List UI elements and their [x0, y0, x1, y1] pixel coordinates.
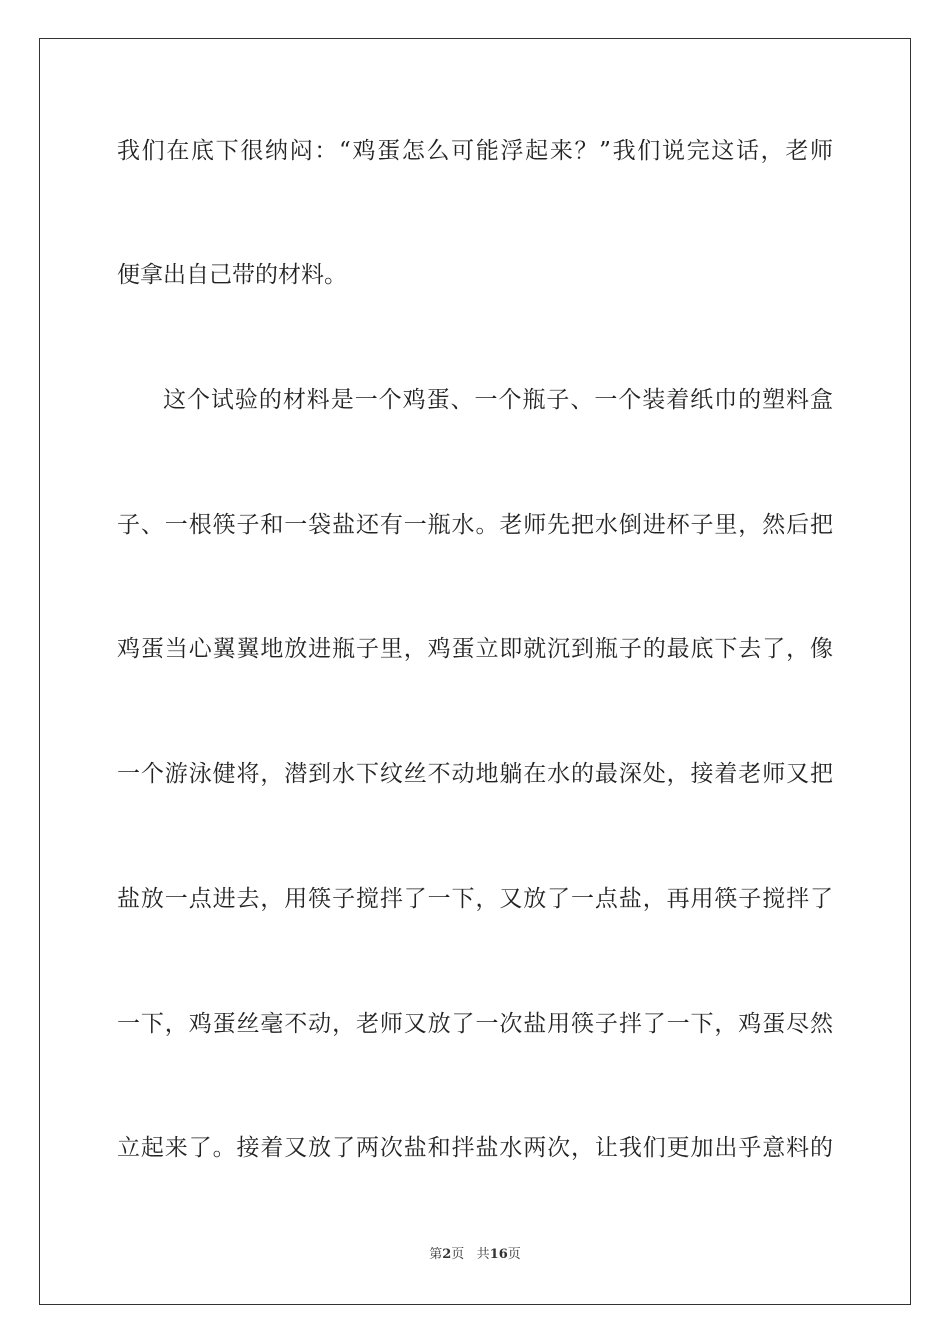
page-suffix: 页: [451, 1247, 465, 1262]
total-prefix: 共: [476, 1247, 490, 1262]
text-line: 一个游泳健将，潜到水下纹丝不动地躺在水的最深处，接着老师又把: [117, 761, 833, 787]
text-line: 子、一根筷子和一袋盐还有一瓶水。老师先把水倒进杯子里，然后把: [117, 512, 833, 538]
total-suffix: 页: [507, 1247, 521, 1262]
text-line: 便拿出自己带的材料。: [117, 262, 347, 288]
page-number: 2: [442, 1247, 452, 1262]
text-line: 立起来了。接着又放了两次盐和拌盐水两次，让我们更加出乎意料的: [117, 1135, 833, 1161]
paragraph-first-line: 这个试验的材料是一个鸡蛋、一个瓶子、一个装着纸巾的塑料盒: [163, 387, 833, 413]
text-line: 鸡蛋当心翼翼地放进瓶子里，鸡蛋立即就沉到瓶子的最底下去了，像: [117, 636, 833, 662]
page-footer: [0, 1247, 950, 1263]
total-pages: 16: [489, 1247, 508, 1262]
text-line: 盐放一点进去，用筷子搅拌了一下，又放了一点盐，再用筷子搅拌了: [117, 886, 833, 912]
page-border: [39, 38, 911, 1305]
text-line: 我们在底下很纳闷：“鸡蛋怎么可能浮起来？”我们说完这话，老师: [117, 138, 833, 164]
page-prefix: 第: [429, 1247, 443, 1262]
text-line: 一下，鸡蛋丝毫不动，老师又放了一次盐用筷子拌了一下，鸡蛋尽然: [117, 1011, 833, 1037]
